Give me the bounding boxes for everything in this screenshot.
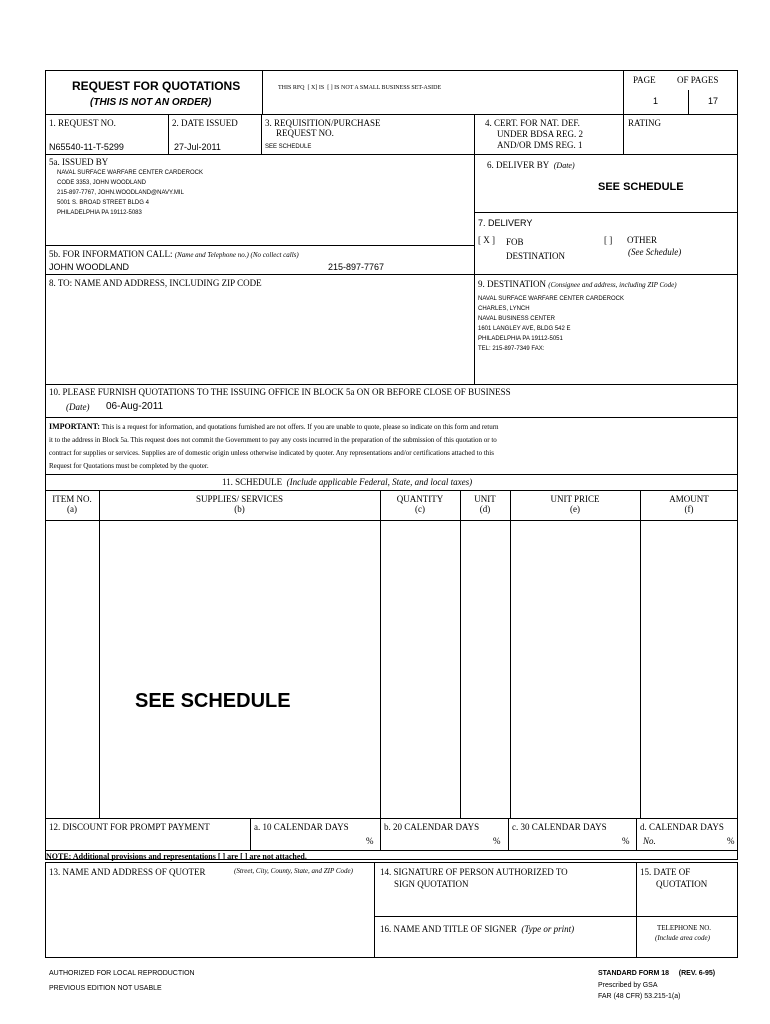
deliver-by-label: [487, 160, 575, 170]
divider: [45, 274, 738, 275]
divider: [45, 114, 738, 115]
important-line4: Request for Quotations must be completed by the quoter.: [49, 462, 209, 470]
divider: [474, 114, 475, 154]
telephone-hint: (Include area code): [655, 934, 710, 942]
column-divider: [510, 490, 511, 818]
cert-label: 4. CERT. FOR NAT. DEF.: [485, 118, 580, 128]
discount-b-pct[interactable]: %: [493, 836, 501, 846]
divider: [623, 70, 624, 114]
quoter-hint: (Street, City, County, State, and ZIP Code): [234, 867, 353, 875]
divider: [45, 474, 738, 475]
divider: [508, 818, 509, 850]
signer-label: [380, 924, 574, 934]
requisition-label-2: REQUEST NO.: [276, 128, 334, 138]
discount-b-label: b. 20 CALENDAR DAYS: [384, 822, 480, 832]
rating-label: RATING: [628, 118, 661, 128]
not-setaside-checkbox[interactable]: [ ] IS NOT A SMALL BUSINESS SET-ASIDE: [327, 85, 442, 91]
schedule-body-text: SEE SCHEDULE: [135, 690, 291, 712]
quoter-label: 13. NAME AND ADDRESS OF QUOTER: [49, 867, 206, 877]
signer-hint: (Type or print): [521, 924, 575, 934]
column-divider: [640, 490, 641, 818]
block10-text: 10. PLEASE FURNISH QUOTATIONS TO THE ISSUING OFFICE IN BLOCK 5a ON OR BEFORE CLOSE OF BUSINESS: [49, 387, 511, 397]
cert-label-2: UNDER BDSA REG. 2: [497, 129, 584, 139]
footer-left-1: AUTHORIZED FOR LOCAL REPRODUCTION: [49, 970, 195, 977]
block10-date-hint: (Date): [66, 402, 90, 412]
footer-right-1: STANDARD FORM 18 (REV. 6-95): [598, 970, 716, 977]
divider: [474, 154, 475, 384]
col-amount-sub: (f): [684, 504, 694, 514]
info-call-hint: (Name and Telephone no.) (No collect calls): [174, 251, 299, 259]
signature-label: 14. SIGNATURE OF PERSON AUTHORIZED TO: [380, 867, 568, 877]
col-quantity-sub: (c): [415, 504, 425, 514]
is-setaside-checkbox[interactable]: [ X] IS: [307, 85, 325, 91]
discount-c-label: c. 30 CALENDAR DAYS: [512, 822, 607, 832]
divider: [250, 818, 251, 850]
discount-a-label: a. 10 CALENDAR DAYS: [254, 822, 349, 832]
column-divider: [380, 490, 381, 818]
col-unit-price: [510, 494, 640, 514]
discount-d-no[interactable]: No.: [643, 836, 656, 846]
divider: [636, 862, 637, 958]
info-call-phone[interactable]: 215-897-7767: [328, 262, 385, 272]
divider: [623, 114, 624, 154]
col-amount-label: AMOUNT: [669, 494, 709, 504]
deliver-by-value[interactable]: SEE SCHEDULE: [598, 181, 684, 193]
quote-date-label: 15. DATE OF: [640, 867, 691, 877]
discount-label: 12. DISCOUNT FOR PROMPT PAYMENT: [49, 822, 210, 832]
discount-d-pct[interactable]: %: [727, 836, 735, 846]
info-call-label-text: 5b. FOR INFORMATION CALL:: [49, 249, 173, 259]
col-unit: [460, 494, 510, 514]
block10-date-value[interactable]: 06-Aug-2011: [106, 401, 164, 412]
total-pages: 17: [708, 96, 719, 106]
divider: [45, 850, 738, 851]
delivery-label: 7. DELIVERY: [478, 218, 533, 228]
other-checkbox[interactable]: [ ]: [604, 235, 613, 245]
divider: [261, 114, 262, 154]
date-issued-value[interactable]: 27-Jul-2011: [174, 142, 221, 152]
deliver-by-label-text: 6. DELIVER BY: [487, 160, 550, 170]
form-subtitle: (THIS IS NOT AN ORDER): [90, 97, 212, 108]
divider: [45, 245, 474, 246]
cert-label-3: AND/OR DMS REG. 1: [497, 140, 583, 150]
destination-label: [478, 279, 677, 289]
signer-label-text: 16. NAME AND TITLE OF SIGNER: [380, 924, 517, 934]
important-line1: [49, 422, 499, 431]
page-number: 1: [653, 96, 659, 106]
requisition-label: 3. REQUISITION/PURCHASE: [265, 118, 381, 128]
telephone-label: TELEPHONE NO.: [657, 924, 712, 932]
signature-label-2: SIGN QUOTATION: [394, 879, 469, 889]
divider: [45, 384, 738, 385]
discount-c-pct[interactable]: %: [622, 836, 630, 846]
rfq-prefix: THIS RFQ: [278, 85, 305, 91]
divider: [45, 520, 738, 521]
col-item-no-label: ITEM NO.: [52, 494, 92, 504]
col-quantity-label: QUANTITY: [396, 494, 444, 504]
col-item-no: [45, 494, 99, 514]
see-schedule-hint: (See Schedule): [628, 247, 682, 257]
col-unit-price-label: UNIT PRICE: [550, 494, 600, 504]
info-call-label: [49, 249, 299, 259]
col-unit-price-sub: (e): [570, 504, 580, 514]
date-issued-label: 2. DATE ISSUED: [172, 118, 238, 128]
col-supplies-label: SUPPLIES/ SERVICES: [195, 494, 284, 504]
form-title: REQUEST FOR QUOTATIONS: [72, 79, 241, 93]
schedule-title: [222, 477, 472, 487]
footer-right-3: FAR (48 CFR) 53.215-1(a): [598, 993, 681, 1000]
fob-checkbox[interactable]: [ X ]: [478, 235, 495, 245]
issued-by-label: 5a. ISSUED BY: [49, 157, 109, 167]
col-unit-label: UNIT: [474, 494, 496, 504]
divider: [45, 490, 738, 491]
deliver-by-hint: (Date): [553, 161, 575, 170]
col-quantity: [380, 494, 460, 514]
footer-left-2: PREVIOUS EDITION NOT USABLE: [49, 985, 162, 992]
col-amount: [640, 494, 738, 514]
col-unit-sub: (d): [479, 504, 491, 514]
of-pages-label: OF PAGES: [677, 75, 719, 85]
footer-right-2: Prescribed by GSA: [598, 982, 658, 989]
destination-label-text: 9. DESTINATION: [478, 279, 546, 289]
rfq-setaside-line: [278, 85, 441, 91]
to-label: 8. TO: NAME AND ADDRESS, INCLUDING ZIP CODE: [49, 278, 262, 288]
divider: [688, 90, 689, 114]
col-item-no-sub: (a): [67, 504, 77, 514]
divider: [374, 916, 738, 917]
schedule-title-hint: (Include applicable Federal, State, and local taxes): [286, 477, 473, 487]
divider: [45, 417, 738, 418]
divider: [168, 114, 169, 154]
schedule-title-text: 11. SCHEDULE: [222, 477, 283, 487]
quote-date-label-2: QUOTATION: [656, 879, 708, 889]
discount-d-label: d. CALENDAR DAYS: [640, 822, 724, 832]
divider: [474, 212, 738, 213]
divider: [380, 818, 381, 850]
additional-provisions-note: NOTE: Additional provisions and representations [ ] are [ ] are not attached.: [46, 852, 307, 861]
request-no-label: 1. REQUEST NO.: [49, 118, 116, 128]
request-no-value[interactable]: N65540-11-T-5299: [49, 142, 124, 152]
info-call-name[interactable]: JOHN WOODLAND: [49, 262, 130, 272]
destination-hint: (Consignee and address, including ZIP Code): [548, 281, 677, 289]
important-text-1: This is a request for information, and quotations furnished are not offers. If you are unable to quote, please so indicate on this form and return: [101, 423, 499, 431]
col-supplies-sub: (b): [234, 504, 245, 514]
destination-label: DESTINATION: [506, 251, 565, 261]
requisition-value[interactable]: SEE SCHEDULE: [265, 144, 312, 150]
divider: [45, 154, 738, 155]
issued-by-address: NAVAL SURFACE WARFARE CENTER CARDEROCK CODE 3353, JOHN WOODLAND 215-897-7767, JOHN.WOODLAND@NAVY.MIL 5001 S. BROAD STREET BLDG 4 PHILADELPHIA PA 19112-5083: [57, 170, 204, 216]
destination-address: NAVAL SURFACE WARFARE CENTER CARDEROCK CHARLES, LYNCH NAVAL BUSINESS CENTER 1601 LANGLEY AVE, BLDG 542 E PHILADELPHIA PA 19112-5051 TEL: 215-897-7349 FAX:: [478, 296, 625, 352]
divider: [45, 818, 738, 819]
divider: [262, 70, 263, 114]
other-label: OTHER: [627, 235, 657, 245]
divider: [636, 818, 637, 850]
fob-label: FOB: [506, 237, 524, 247]
column-divider: [460, 490, 461, 818]
important-line2: it to the address in Block 5a. This request does not commit the Government to pay any costs incurred in the preparation of the submission of this quotation or to: [49, 436, 497, 444]
important-line3: contract for supplies or services. Supplies are of domestic origin unless otherwise indicated by quoter. Any representations and/or certifications attached to this: [49, 449, 494, 457]
page-label: PAGE: [633, 75, 656, 85]
important-label: IMPORTANT:: [49, 422, 100, 431]
discount-a-pct[interactable]: %: [366, 836, 374, 846]
col-supplies: [99, 494, 380, 514]
divider: [374, 862, 375, 958]
column-divider: [99, 490, 100, 818]
